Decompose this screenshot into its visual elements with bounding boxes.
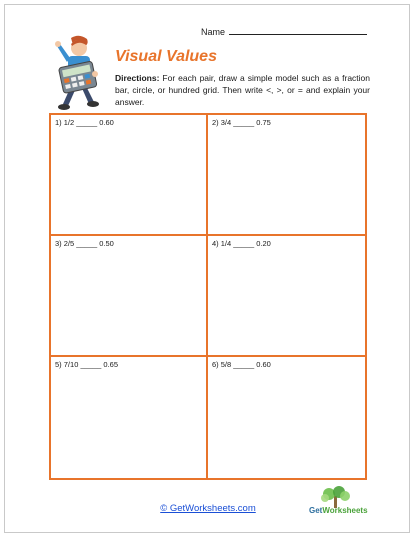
tree-logo-icon: [309, 486, 375, 508]
problem-prompt: 3) 2/5 _____ 0.50: [55, 239, 114, 248]
worksheet-title: Visual Values: [115, 48, 217, 65]
directions-label: Directions:: [115, 73, 160, 83]
footer-link[interactable]: © GetWorksheets.com: [160, 503, 256, 514]
problem-cell[interactable]: [208, 115, 365, 236]
boy-holding-calculator-icon: [49, 34, 107, 112]
problem-prompt: 1) 1/2 _____ 0.60: [55, 118, 114, 127]
logo-text: GetWorksheets: [309, 506, 368, 515]
directions: [115, 72, 370, 109]
problem-cell[interactable]: [51, 236, 208, 357]
problem-prompt: 5) 7/10 _____ 0.65: [55, 360, 119, 369]
problem-cell[interactable]: [208, 236, 365, 357]
name-label: Name: [201, 27, 226, 37]
problem-prompt: 2) 3/4 _____ 0.75: [212, 118, 271, 127]
directions-text: For each pair, draw a simple model such as a fraction bar, circle, or hundred grid. Then write <, >, or = and explain your answer.: [115, 73, 370, 108]
problem-prompt: 6) 5/8 _____ 0.60: [212, 360, 271, 369]
name-field[interactable]: [201, 26, 367, 37]
problem-prompt: 4) 1/4 _____ 0.20: [212, 239, 271, 248]
getworksheets-logo: [309, 486, 375, 526]
name-blank-line[interactable]: [229, 26, 367, 35]
problem-grid: [49, 113, 367, 480]
problem-cell[interactable]: [208, 357, 365, 478]
problem-cell[interactable]: [51, 357, 208, 478]
problem-cell[interactable]: [51, 115, 208, 236]
